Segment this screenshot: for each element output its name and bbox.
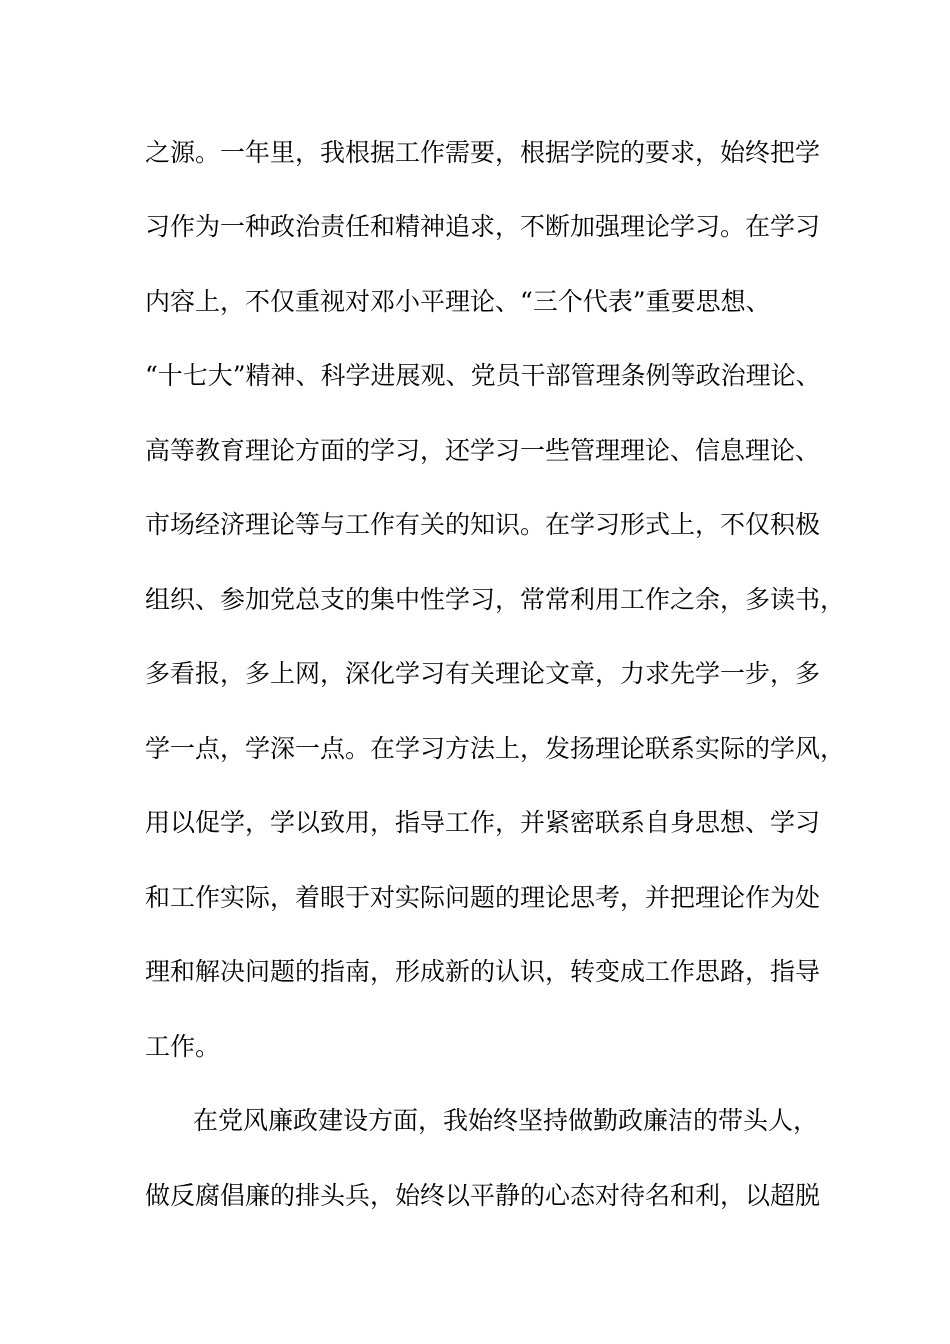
text-line: 组织、参加党总支的集中性学习，常常利用工作之余，多读书， [145,585,846,614]
text-line: 市场经济理论等与工作有关的知识。在学习形式上，不仅积极 [145,510,821,539]
text-line: “十七大”精神、科学进展观、党员干部管理条例等政治理论、 [145,361,821,390]
text-line: 高等教育理论方面的学习，还学习一些管理理论、信息理论、 [145,436,821,465]
paragraph-first-line: 在党风廉政建设方面，我始终坚持做勤政廉洁的带头人， [193,1106,819,1135]
text-line: 之源。一年里，我根据工作需要，根据学院的要求，始终把学 [145,138,821,167]
text-line: 和工作实际，着眼于对实际问题的理论思考，并把理论作为处 [145,883,821,912]
text-line: 用以促学，学以致用，指导工作，并紧密联系自身思想、学习 [145,808,821,837]
text-line: 理和解决问题的指南，形成新的认识，转变成工作思路，指导 [145,957,821,986]
text-line: 多看报，多上网，深化学习有关理论文章，力求先学一步，多 [145,659,821,688]
text-line: 工作。 [145,1032,221,1061]
text-line: 学一点，学深一点。在学习方法上，发扬理论联系实际的学风， [145,734,846,763]
text-line: 内容上，不仅重视对邓小平理论、“三个代表”重要思想、 [145,287,771,316]
text-line: 习作为一种政治责任和精神追求，不断加强理论学习。在学习 [145,212,821,241]
text-line: 做反腐倡廉的排头兵，始终以平静的心态对待名和利，以超脱 [145,1181,821,1210]
